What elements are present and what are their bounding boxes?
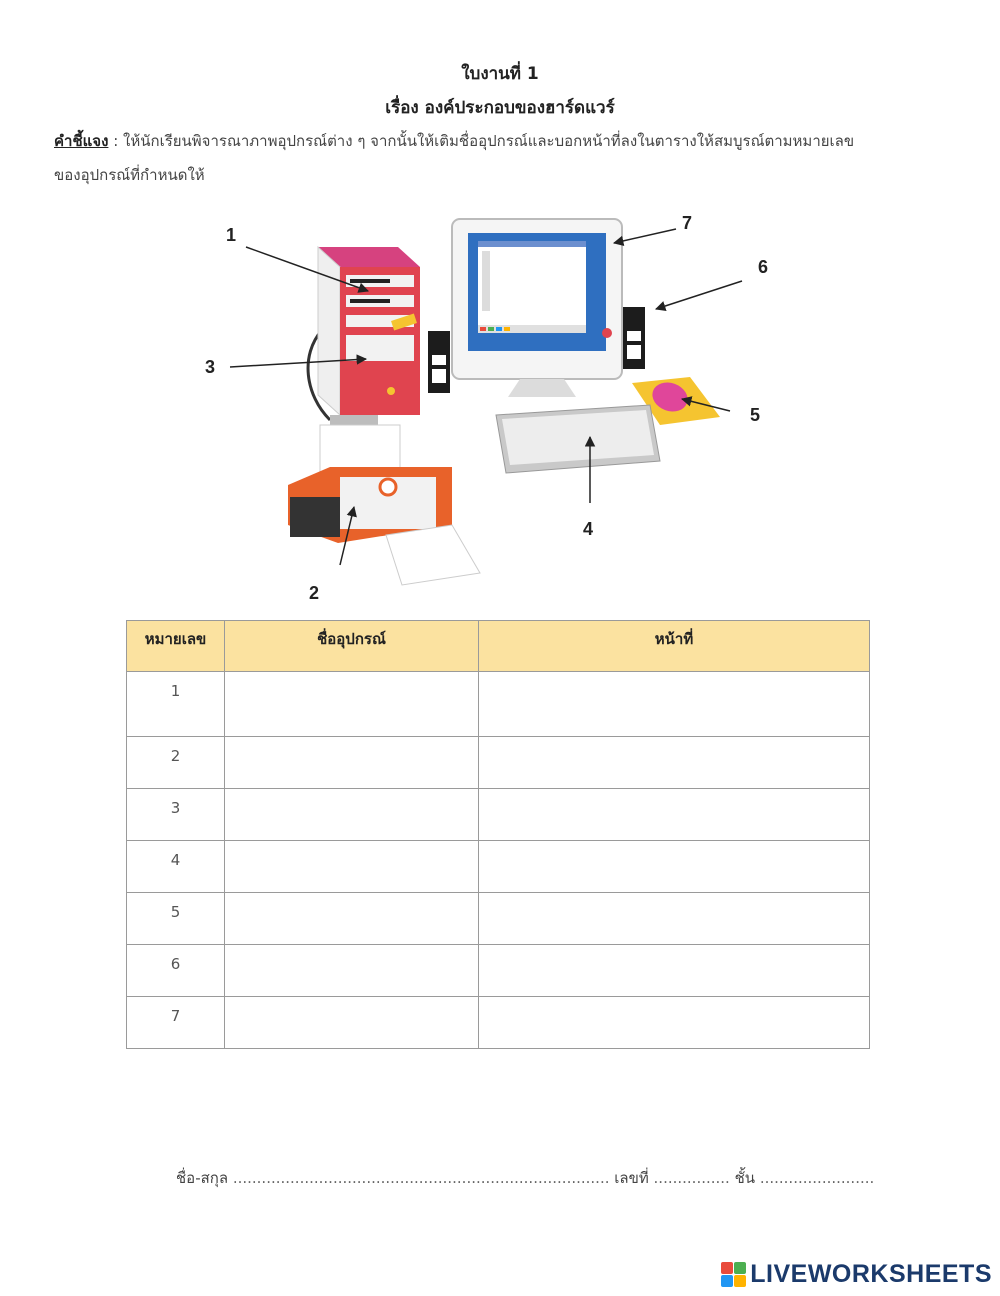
device-name-input[interactable]: [225, 893, 479, 945]
arrow-7: [614, 229, 676, 243]
number-blank[interactable]: ................: [653, 1169, 730, 1187]
brand-text: LIVEWORKSHEETS: [750, 1260, 992, 1288]
function-input[interactable]: [479, 997, 870, 1049]
table-row: [127, 789, 870, 841]
callout-7: 7: [682, 213, 693, 233]
system-unit-case: [318, 247, 420, 415]
device-name-input[interactable]: [225, 789, 479, 841]
function-input[interactable]: [479, 672, 870, 737]
printer: [288, 415, 480, 585]
row-number: 5: [127, 893, 225, 945]
number-label: เลขที่: [614, 1169, 649, 1187]
row-number: 4: [127, 841, 225, 893]
function-input[interactable]: [479, 945, 870, 997]
table-header-row: [127, 621, 870, 672]
row-number: 1: [127, 672, 225, 737]
table-row: [127, 997, 870, 1049]
student-info-line: [176, 1166, 874, 1190]
instructions-line-2: ของอุปกรณ์ที่กำหนดให้: [54, 166, 205, 184]
speaker-right: [623, 307, 645, 369]
callout-6: 6: [758, 257, 769, 277]
callout-1: 1: [226, 225, 237, 245]
device-name-input[interactable]: [225, 737, 479, 789]
table-row: [127, 945, 870, 997]
device-name-input[interactable]: [225, 841, 479, 893]
instructions-line-1: [54, 124, 944, 158]
function-input[interactable]: [479, 789, 870, 841]
function-input[interactable]: [479, 737, 870, 789]
instructions-separator: :: [108, 132, 124, 150]
monitor: [452, 219, 622, 397]
callout-5: 5: [750, 405, 761, 425]
hardware-drawing: [180, 205, 820, 605]
liveworksheets-brand: [721, 1260, 992, 1289]
device-name-input[interactable]: [225, 997, 479, 1049]
name-blank[interactable]: ...............................................................................: [232, 1169, 610, 1187]
function-input[interactable]: [479, 893, 870, 945]
callout-2: 2: [309, 583, 320, 603]
function-input[interactable]: [479, 841, 870, 893]
table-row: [127, 737, 870, 789]
row-number: 2: [127, 737, 225, 789]
row-number: 6: [127, 945, 225, 997]
answer-table: [126, 620, 870, 1049]
callout-4: 4: [583, 519, 594, 539]
header-number: หมายเลข: [127, 621, 225, 672]
arrow-6: [656, 281, 742, 309]
device-name-input[interactable]: [225, 945, 479, 997]
worksheet-subtitle: เรื่อง องค์ประกอบของฮาร์ดแวร์: [385, 98, 615, 118]
instructions-text: ให้นักเรียนพิจารณาภาพอุปกรณ์ต่าง ๆ จากนั้นให้เติมชื่ออุปกรณ์และบอกหน้าที่ลงในตารางให้สมบูรณ์ตามหมายเลข: [123, 132, 855, 150]
row-number: 7: [127, 997, 225, 1049]
liveworksheets-logo-icon: [721, 1262, 746, 1287]
keyboard: [496, 405, 660, 473]
name-label: ชื่อ-สกุล: [176, 1169, 229, 1187]
table-row: [127, 893, 870, 945]
table-row: [127, 672, 870, 737]
device-name-input[interactable]: [225, 672, 479, 737]
class-label: ชั้น: [734, 1169, 756, 1187]
header-function: หน้าที่: [479, 621, 870, 672]
computer-hardware-illustration: [180, 205, 820, 605]
instructions-lead: คำชี้แจง: [54, 132, 109, 150]
worksheet-title: ใบงานที่ 1: [461, 64, 539, 84]
speaker-left: [428, 331, 450, 393]
table-row: [127, 841, 870, 893]
row-number: 3: [127, 789, 225, 841]
class-blank[interactable]: ........................: [759, 1169, 875, 1187]
header-device-name: ชื่ออุปกรณ์: [225, 621, 479, 672]
callout-3: 3: [205, 357, 216, 377]
